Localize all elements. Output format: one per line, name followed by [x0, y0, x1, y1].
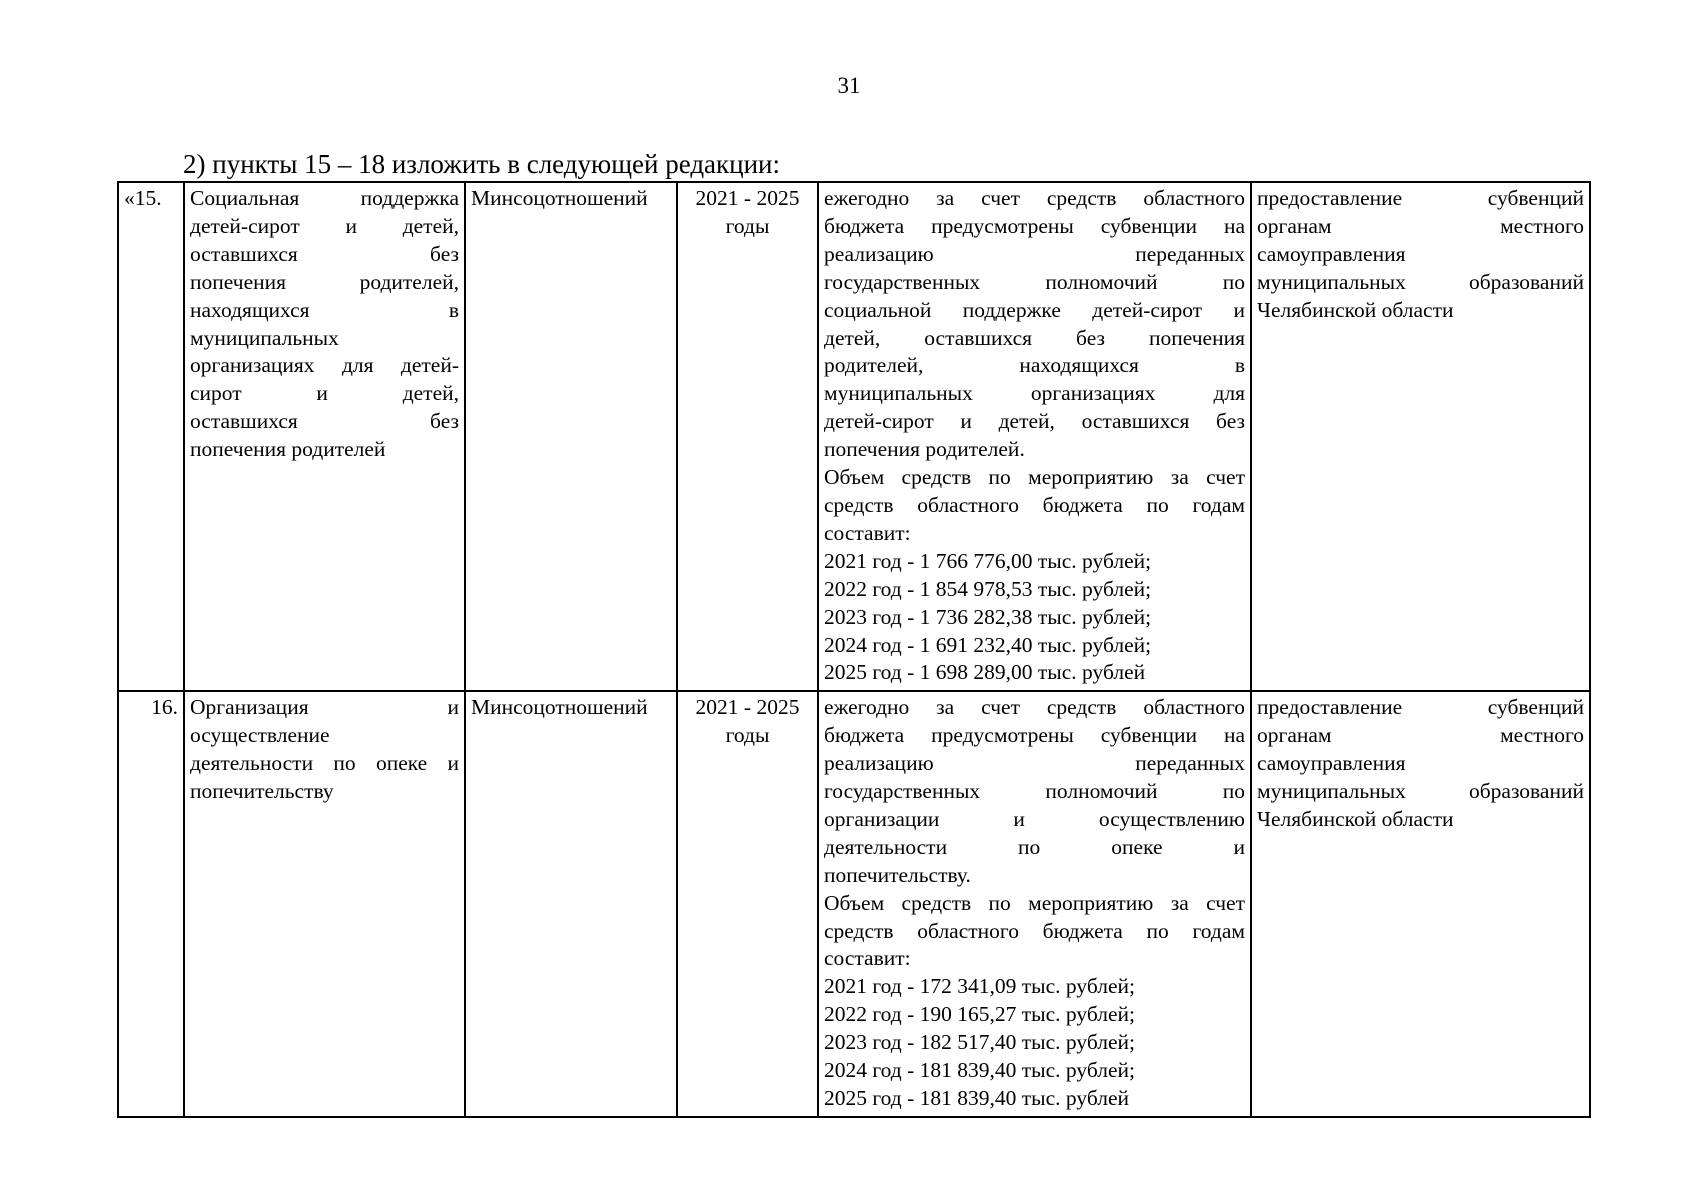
item-number-cell: [118, 182, 184, 691]
cell-line: Социальная поддержка: [190, 186, 459, 210]
executor: Минсоцотношений: [471, 186, 648, 210]
cell-line: самоуправления: [1257, 751, 1406, 776]
cell-line: составит:: [824, 520, 911, 545]
cell-line: составит:: [824, 946, 911, 971]
cell-line: попечения родителей.: [824, 437, 1025, 462]
funding-description-cell: [818, 691, 1251, 1117]
cell-line: деятельности по опеке и: [824, 834, 1245, 859]
cell-line: ежегодно за счет средств областного: [824, 186, 1245, 210]
cell-line: детей-сирот и детей,: [190, 213, 459, 238]
cell-line: организациях для детей-: [190, 353, 459, 378]
cell-line: муниципальных образований: [1257, 779, 1584, 804]
cell-line: бюджета предусмотрены субвенции на: [824, 213, 1245, 238]
cell-line: родителей, находящихся в: [824, 353, 1245, 378]
cell-line: средств областного бюджета по годам: [824, 918, 1245, 943]
period-line: 2021 - 2025: [695, 695, 800, 720]
expected-result-cell: [1251, 691, 1590, 1117]
cell-line: самоуправления: [1257, 241, 1406, 266]
measure-name-cell: [184, 691, 465, 1117]
cell-line: организации и осуществлению: [824, 806, 1245, 831]
cell-line: муниципальных: [190, 325, 339, 350]
executor: Минсоцотношений: [471, 695, 648, 720]
cell-line: детей, оставшихся без попечения: [824, 325, 1245, 350]
amendment-intro: 2) пункты 15 – 18 изложить в следующей редакции:: [183, 149, 781, 179]
cell-line: Челябинской области: [1257, 297, 1454, 322]
cell-line: муниципальных образований: [1257, 269, 1584, 294]
funding-description-cell: [818, 182, 1251, 691]
cell-line: предоставление субвенций: [1257, 695, 1584, 720]
cell-line: 2023 год - 182 517,40 тыс. рублей;: [824, 1030, 1135, 1055]
cell-line: 2023 год - 1 736 282,38 тыс. рублей;: [824, 604, 1152, 629]
cell-line: оставшихся без: [190, 409, 459, 434]
cell-line: реализацию переданных: [824, 751, 1245, 776]
cell-line: 2025 год - 181 839,40 тыс. рублей: [824, 1086, 1130, 1110]
cell-line: социальной поддержке детей-сирот и: [824, 297, 1245, 322]
item-number: «15.: [124, 186, 162, 210]
cell-line: 2025 год - 1 698 289,00 тыс. рублей: [824, 660, 1146, 685]
cell-line: детей-сирот и детей, оставшихся без: [824, 409, 1245, 434]
period-line: годы: [725, 723, 770, 748]
cell-line: сирот и детей,: [190, 381, 459, 406]
cell-line: бюджета предусмотрены субвенции на: [824, 723, 1245, 748]
cell-line: оставшихся без: [190, 241, 459, 266]
cell-line: муниципальных организациях для: [824, 381, 1245, 406]
cell-line: Организация и: [190, 695, 459, 720]
cell-line: органам местного: [1257, 213, 1584, 238]
page-number: 31: [837, 73, 861, 98]
cell-line: попечительству.: [824, 862, 971, 887]
cell-line: реализацию переданных: [824, 241, 1245, 266]
cell-line: 2024 год - 1 691 232,40 тыс. рублей;: [824, 632, 1152, 657]
cell-line: Объем средств по мероприятию за счет: [824, 465, 1245, 490]
item-number: 16.: [151, 695, 178, 720]
cell-line: попечения родителей,: [190, 269, 459, 294]
cell-line: находящихся в: [190, 297, 459, 322]
cell-line: предоставление субвенций: [1257, 186, 1584, 210]
cell-line: органам местного: [1257, 723, 1584, 748]
cell-line: Объем средств по мероприятию за счет: [824, 890, 1245, 915]
executor-cell: [465, 691, 677, 1117]
period-cell: [677, 182, 818, 691]
cell-line: 2021 год - 172 341,09 тыс. рублей;: [824, 974, 1135, 999]
table-row: [118, 691, 1590, 1117]
cell-line: государственных полномочий по: [824, 269, 1245, 294]
expected-result-cell: [1251, 182, 1590, 691]
measures-table: [117, 181, 1591, 1118]
cell-line: Челябинской области: [1257, 806, 1454, 831]
table-row: [118, 182, 1590, 691]
measure-name-cell: [184, 182, 465, 691]
cell-line: попечения родителей: [190, 437, 386, 462]
cell-line: попечительству: [190, 779, 334, 804]
cell-line: 2022 год - 1 854 978,53 тыс. рублей;: [824, 576, 1152, 601]
cell-line: осуществление: [190, 723, 330, 748]
cell-line: средств областного бюджета по годам: [824, 492, 1245, 517]
period-line: годы: [725, 213, 770, 238]
cell-line: 2022 год - 190 165,27 тыс. рублей;: [824, 1002, 1135, 1027]
period-cell: [677, 691, 818, 1117]
item-number-cell: [118, 691, 184, 1117]
cell-line: деятельности по опеке и: [190, 751, 459, 776]
cell-line: государственных полномочий по: [824, 779, 1245, 804]
cell-line: ежегодно за счет средств областного: [824, 695, 1245, 720]
period-line: 2021 - 2025: [695, 186, 800, 210]
executor-cell: [465, 182, 677, 691]
cell-line: 2024 год - 181 839,40 тыс. рублей;: [824, 1058, 1135, 1083]
cell-line: 2021 год - 1 766 776,00 тыс. рублей;: [824, 548, 1152, 573]
